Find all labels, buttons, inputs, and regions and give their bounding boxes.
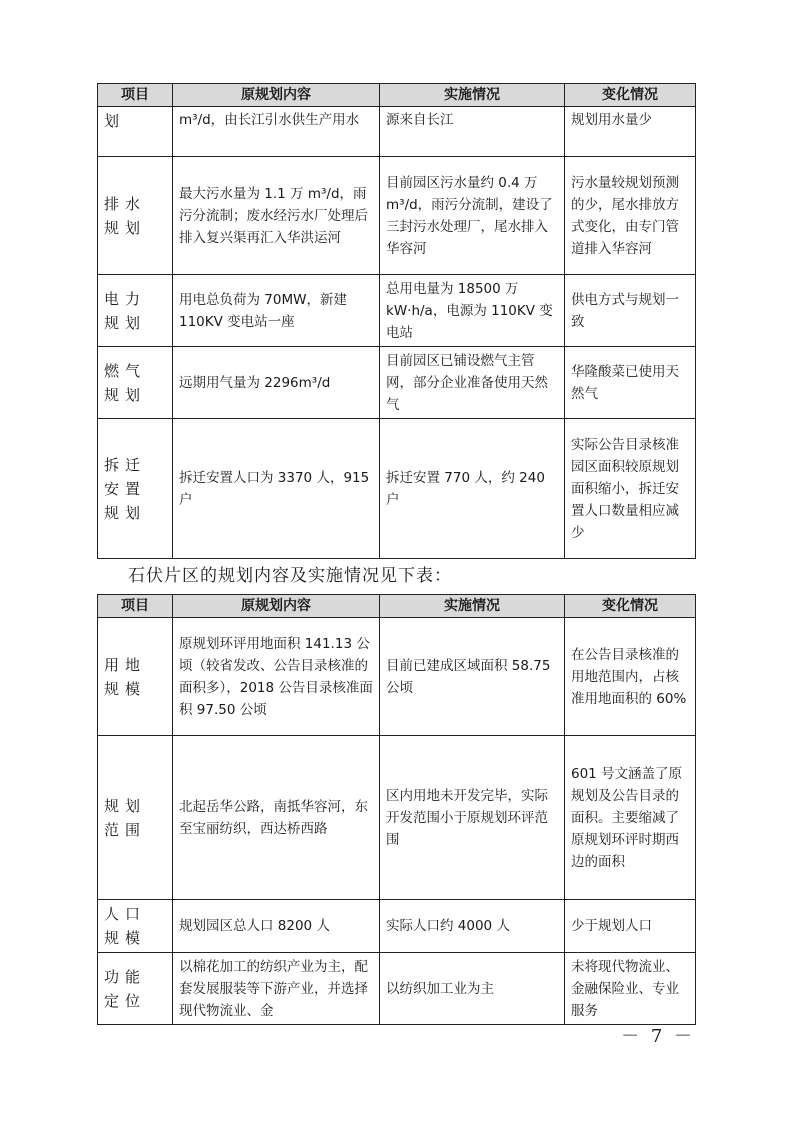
- row-item: 排水规划: [98, 157, 173, 275]
- row-change: 供电方式与规划一致: [565, 275, 696, 347]
- header-change: 变化情况: [565, 595, 696, 618]
- row-change: 未将现代物流业、金融保险业、专业服务: [565, 953, 696, 1025]
- row-implementation: 目前已建成区域面积 58.75 公顷: [380, 618, 565, 736]
- row-change: 华隆酸菜已使用天然气: [565, 347, 696, 419]
- row-original: 远期用气量为 2296m³/d: [173, 347, 380, 419]
- table-row: [98, 275, 696, 347]
- row-change: 污水量较规划预测的少，尾水排放方式变化，由专门管道排入华容河: [565, 157, 696, 275]
- row-implementation: 目前园区污水量约 0.4 万 m³/d，雨污分流制，建设了三封污水处理厂，尾水排入华容河: [380, 157, 565, 275]
- header-implementation: 实施情况: [380, 84, 565, 107]
- planning-table-2: [97, 594, 696, 1025]
- row-item: 人口规模: [98, 900, 173, 953]
- row-original: 以棉花加工的纺织产业为主，配套发展服装等下游产业，并选择现代物流业、金: [173, 953, 380, 1025]
- row-item: 规划范围: [98, 736, 173, 900]
- section-intro-paragraph: 石伏片区的规划内容及实施情况见下表：: [128, 566, 452, 586]
- row-original: 用电总负荷为 70MW，新建 110KV 变电站一座: [173, 275, 380, 347]
- row-item: 拆迁安置规划: [98, 419, 173, 559]
- row-original: 拆迁安置人口为 3370 人，915 户: [173, 419, 380, 559]
- row-item: 用地规模: [98, 618, 173, 736]
- row-change: 实际公告目录核准园区面积较原规划面积缩小，拆迁安置人口数量相应减少: [565, 419, 696, 559]
- row-change: 在公告目录核准的用地范围内，占核准用地面积的 60%: [565, 618, 696, 736]
- table-row: [98, 900, 696, 953]
- header-item: 项目: [98, 84, 173, 107]
- row-implementation: 拆迁安置 770 人，约 240 户: [380, 419, 565, 559]
- header-original: 原规划内容: [173, 595, 380, 618]
- table-header-row: [98, 84, 696, 107]
- row-implementation: 总用电量为 18500 万 kW·h/a，电源为 110KV 变电站: [380, 275, 565, 347]
- row-change: 少于规划人口: [565, 900, 696, 953]
- table-row: [98, 107, 696, 157]
- table-row: [98, 419, 696, 559]
- row-original: 原规划环评用地面积 141.13 公顷（较省发改、公告目录核准的面积多），2018 公告目录核准面积 97.50 公顷: [173, 618, 380, 736]
- row-implementation: 以纺织加工业为主: [380, 953, 565, 1025]
- table-row: [98, 618, 696, 736]
- row-original: m³/d，由长江引水供生产用水: [173, 107, 380, 157]
- row-implementation: 目前园区已铺设燃气主管网，部分企业准备使用天然气: [380, 347, 565, 419]
- row-implementation: 区内用地未开发完毕，实际开发范围小于原规划环评范围: [380, 736, 565, 900]
- header-change: 变化情况: [565, 84, 696, 107]
- row-original: 最大污水量为 1.1 万 m³/d，雨污分流制；废水经污水厂处理后排入复兴渠再汇入华洪运河: [173, 157, 380, 275]
- row-original: 规划园区总人口 8200 人: [173, 900, 380, 953]
- header-original: 原规划内容: [173, 84, 380, 107]
- row-implementation: 源来自长江: [380, 107, 565, 157]
- row-item: 功能定位: [98, 953, 173, 1025]
- header-implementation: 实施情况: [380, 595, 565, 618]
- row-original: 北起岳华公路，南抵华容河，东至宝丽纺织，西达桥西路: [173, 736, 380, 900]
- table-row: [98, 953, 696, 1025]
- page-number: － 7 －: [621, 1026, 695, 1047]
- row-item: 燃气规划: [98, 347, 173, 419]
- row-implementation: 实际人口约 4000 人: [380, 900, 565, 953]
- row-change: 601 号文涵盖了原规划及公告目录的面积。主要缩减了原规划环评时期西边的面积: [565, 736, 696, 900]
- row-item: 划: [98, 107, 173, 157]
- planning-table-1: [97, 83, 696, 559]
- table-row: [98, 347, 696, 419]
- table-header-row: [98, 595, 696, 618]
- header-item: 项目: [98, 595, 173, 618]
- row-change: 规划用水量少: [565, 107, 696, 157]
- table-row: [98, 157, 696, 275]
- table-row: [98, 736, 696, 900]
- row-item: 电力规划: [98, 275, 173, 347]
